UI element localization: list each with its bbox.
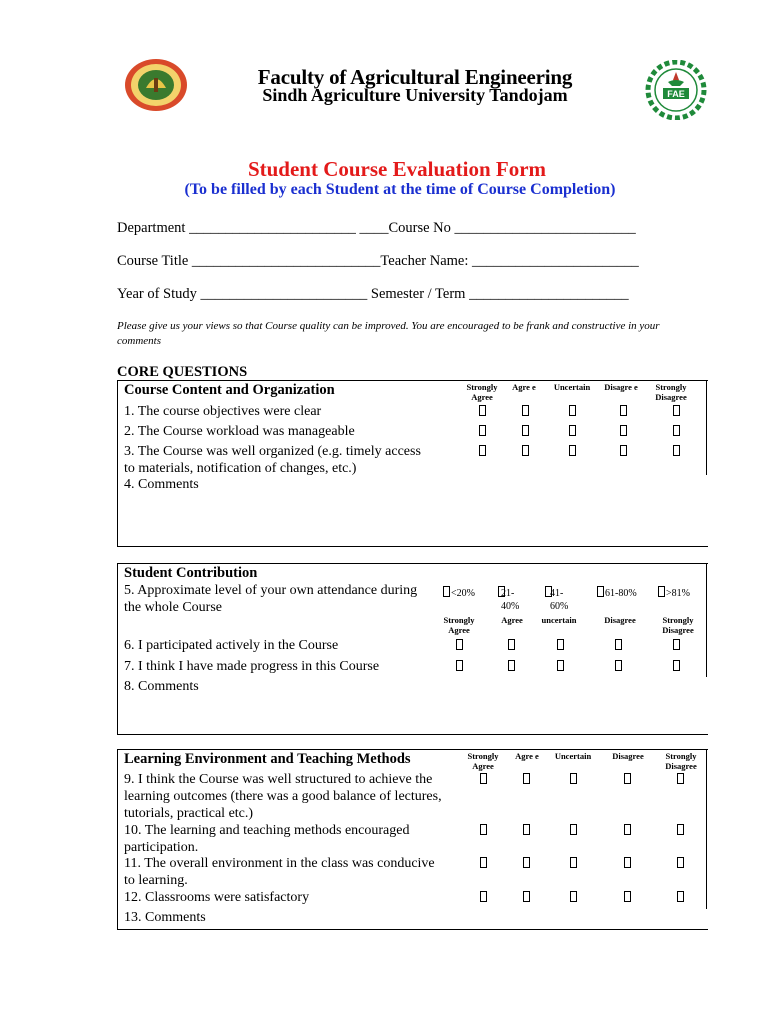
attendance-label: 61-80% xyxy=(605,588,637,599)
checkbox-q1-strongly-disagree[interactable] xyxy=(673,405,680,416)
checkbox-q12-agree[interactable] xyxy=(523,891,530,902)
checkbox-q1-strongly-agree[interactable] xyxy=(479,405,486,416)
scale-disagree: Disagree xyxy=(604,615,636,625)
scale-strongly-disagree: Strongly Disagree xyxy=(655,382,687,402)
section-divider xyxy=(706,749,707,909)
checkbox-q9-uncertain[interactable] xyxy=(570,773,577,784)
attendance-label: 41-60% xyxy=(550,588,569,612)
checkbox-q12-strongly-disagree[interactable] xyxy=(677,891,684,902)
checkbox-q11-strongly-agree[interactable] xyxy=(480,857,487,868)
checkbox-q9-disagree[interactable] xyxy=(624,773,631,784)
scale-disagree: Disagree xyxy=(612,751,644,761)
checkbox-q2-agree[interactable] xyxy=(522,425,529,436)
checkbox-q2-uncertain[interactable] xyxy=(569,425,576,436)
checkbox-q11-uncertain[interactable] xyxy=(570,857,577,868)
attendance-label: 21-40% xyxy=(501,588,520,612)
checkbox-q6-uncertain[interactable] xyxy=(557,639,564,650)
question-9: 9. I think the Course was well structured to achieve the learning outcomes (there was a good balance of lectures, tutorials, practical etc.) xyxy=(124,772,442,821)
checkbox-q7-strongly-disagree[interactable] xyxy=(673,660,680,671)
attendance-label: >81% xyxy=(666,588,690,599)
scale-strongly-agree: Strongly Agree xyxy=(467,751,499,771)
checkbox-q10-strongly-agree[interactable] xyxy=(480,824,487,835)
checkbox-q3-agree[interactable] xyxy=(522,445,529,456)
checkbox-q10-disagree[interactable] xyxy=(624,824,631,835)
checkbox-q9-agree[interactable] xyxy=(523,773,530,784)
checkbox-q11-agree[interactable] xyxy=(523,857,530,868)
scale-agree: Agre e xyxy=(512,382,536,392)
checkbox-q6-strongly-agree[interactable] xyxy=(456,639,463,650)
checkbox-q3-disagree[interactable] xyxy=(620,445,627,456)
section-divider xyxy=(706,380,707,475)
checkbox-q3-strongly-disagree[interactable] xyxy=(673,445,680,456)
checkbox-q6-strongly-disagree[interactable] xyxy=(673,639,680,650)
section-title: Student Contribution xyxy=(124,565,258,581)
question-7: 7. I think I have made progress in this Course xyxy=(124,659,380,674)
question-10: 10. The learning and teaching methods encouraged participation. xyxy=(124,823,410,855)
instructions: Please give us your views so that Course quality can be improved. You are encouraged to be frank and constructive in your comments xyxy=(117,320,660,347)
question-4-comments: 4. Comments xyxy=(124,477,199,492)
question-8-comments: 8. Comments xyxy=(124,679,199,694)
checkbox-q10-uncertain[interactable] xyxy=(570,824,577,835)
checkbox-attendance-61-80[interactable] xyxy=(597,586,604,597)
checkbox-q7-uncertain[interactable] xyxy=(557,660,564,671)
year-semester-field[interactable]: Year of Study _______________________ Semester / Term ______________________ xyxy=(117,286,629,302)
question-2: 2. The Course workload was manageable xyxy=(124,424,355,439)
checkbox-attendance-81[interactable] xyxy=(658,586,665,597)
scale-agree: Agre e xyxy=(515,751,539,761)
fae-logo xyxy=(640,60,712,120)
scale-uncertain: uncertain xyxy=(541,615,577,625)
scale-agree: Agree xyxy=(501,615,523,625)
checkbox-q7-disagree[interactable] xyxy=(615,660,622,671)
question-11: 11. The overall environment in the class was conducive to learning. xyxy=(124,856,435,888)
question-13-comments: 13. Comments xyxy=(124,910,206,925)
checkbox-q1-uncertain[interactable] xyxy=(569,405,576,416)
checkbox-q2-strongly-agree[interactable] xyxy=(479,425,486,436)
checkbox-q9-strongly-agree[interactable] xyxy=(480,773,487,784)
checkbox-q1-agree[interactable] xyxy=(522,405,529,416)
checkbox-q9-strongly-disagree[interactable] xyxy=(677,773,684,784)
university-name: Sindh Agriculture University Tandojam xyxy=(262,85,568,105)
checkbox-q6-disagree[interactable] xyxy=(615,639,622,650)
checkbox-q10-strongly-disagree[interactable] xyxy=(677,824,684,835)
scale-strongly-disagree: Strongly Disagree xyxy=(662,615,694,635)
section-title: Course Content and Organization xyxy=(124,382,335,398)
fae-logo-text: FAE xyxy=(667,89,685,99)
checkbox-q3-strongly-agree[interactable] xyxy=(479,445,486,456)
question-1: 1. The course objectives were clear xyxy=(124,404,322,419)
scale-disagree: Disagre e xyxy=(604,382,638,392)
department-course-field[interactable]: Department _______________________ ____Course No _________________________ xyxy=(117,220,636,236)
faculty-name: Faculty of Agricultural Engineering xyxy=(257,65,573,89)
checkbox-q12-strongly-agree[interactable] xyxy=(480,891,487,902)
checkbox-q3-uncertain[interactable] xyxy=(569,445,576,456)
section-divider xyxy=(706,563,707,677)
checkbox-q2-disagree[interactable] xyxy=(620,425,627,436)
scale-uncertain: Uncertain xyxy=(553,382,591,392)
checkbox-q6-agree[interactable] xyxy=(508,639,515,650)
attendance-label: <20% xyxy=(451,588,475,599)
checkbox-q11-strongly-disagree[interactable] xyxy=(677,857,684,868)
scale-strongly-agree: Strongly Agree xyxy=(466,382,498,402)
question-5: 5. Approximate level of your own attendance during the whole Course xyxy=(124,583,418,615)
question-12: 12. Classrooms were satisfactory xyxy=(124,890,310,905)
title-teacher-field[interactable]: Course Title __________________________Teacher Name: _______________________ xyxy=(117,253,639,269)
checkbox-q11-disagree[interactable] xyxy=(624,857,631,868)
question-3: 3. The Course was well organized (e.g. timely access to materials, notification of changes, etc.) xyxy=(124,444,421,476)
checkbox-attendance-20[interactable] xyxy=(443,586,450,597)
scale-strongly-disagree: Strongly Disagree xyxy=(665,751,697,771)
question-6: 6. I participated actively in the Course xyxy=(124,638,339,653)
checkbox-q10-agree[interactable] xyxy=(523,824,530,835)
form-title: Student Course Evaluation Form xyxy=(247,157,547,181)
core-questions-heading: CORE QUESTIONS xyxy=(117,364,248,380)
scale-uncertain: Uncertain xyxy=(554,751,592,761)
checkbox-q12-disagree[interactable] xyxy=(624,891,631,902)
checkbox-q12-uncertain[interactable] xyxy=(570,891,577,902)
checkbox-q2-strongly-disagree[interactable] xyxy=(673,425,680,436)
checkbox-q1-disagree[interactable] xyxy=(620,405,627,416)
scale-strongly-agree: Strongly Agree xyxy=(443,615,475,635)
checkbox-q7-agree[interactable] xyxy=(508,660,515,671)
checkbox-q7-strongly-agree[interactable] xyxy=(456,660,463,671)
section-title: Learning Environment and Teaching Methods xyxy=(124,751,411,767)
form-subtitle: (To be filled by each Student at the time of Course Completion) xyxy=(184,181,616,198)
